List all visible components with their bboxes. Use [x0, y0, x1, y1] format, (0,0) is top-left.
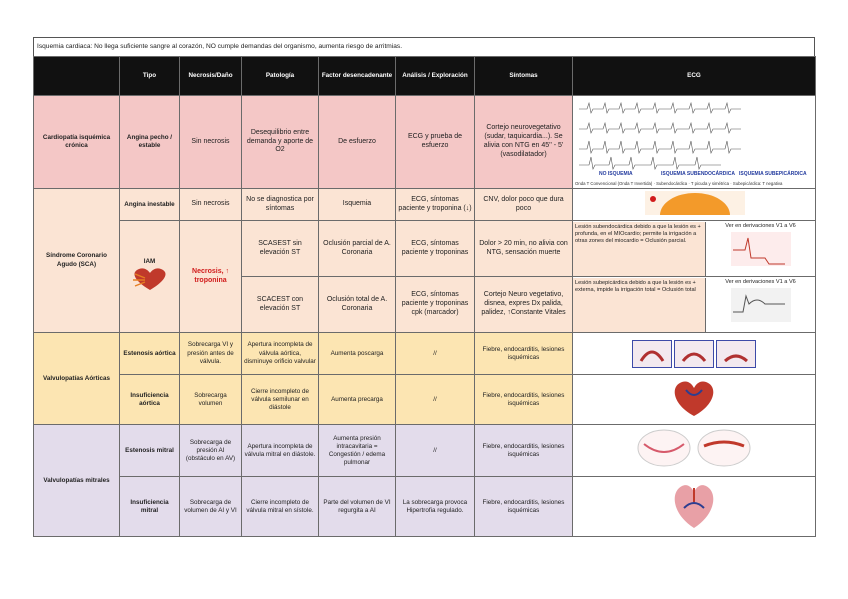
cell-sintomas: Fiebre, endocarditis, lesiones isquémicas	[475, 425, 573, 477]
cell-ecg	[573, 277, 816, 333]
header-sintomas: Síntomas	[475, 57, 573, 96]
cell-ecg	[573, 375, 816, 425]
cell-tipo: Insuficiencia mitral	[120, 477, 180, 537]
header-ecg: ECG	[573, 57, 816, 96]
ecg-note: Ver en derivaciones V1 a V6	[725, 222, 796, 229]
cell-analisis: //	[396, 333, 475, 375]
cell-sintomas: Cortejo Neuro vegetativo, disnea, expres Dx palida, palidez, ↑Constante Vitales	[475, 277, 573, 333]
detalle-subendocardica: Lesión subendocárdica debido a que la lesión es + profunda, en el MIOcardio; permite la irrigación a otras zones del miocardio = Oclusión parcial.	[573, 222, 706, 276]
table-row	[34, 425, 816, 477]
cell-analisis: ECG, síntomas paciente y troponinas	[396, 221, 475, 277]
table-row	[34, 375, 816, 425]
detalle-subepicardica: Lesión subepicárdica debido a que la lesión es + externa, impide la irrigación total = Oclusión total	[573, 278, 706, 332]
cell-patologia: No se diagnostica por síntomas	[242, 189, 319, 221]
ecg-label-subendocardica: ISQUEMIA SUBENDOCÁRDICA	[661, 171, 735, 177]
angina-sun-image	[575, 189, 814, 217]
valve-image	[674, 340, 714, 368]
cell-necrosis: Sobrecarga de volumen de AI y VI	[180, 477, 242, 537]
cell-analisis: ECG, síntomas paciente y troponinas cpk (marcador)	[396, 277, 475, 333]
isquemia-table	[33, 56, 816, 537]
cell-sintomas: Dolor > 20 min, no alivia con NTG, sensación muerte	[475, 221, 573, 277]
table-row	[34, 221, 816, 277]
cell-tipo: Angina inestable	[120, 189, 180, 221]
header-analisis: Análisis / Exploración	[396, 57, 475, 96]
table-row	[34, 477, 816, 537]
cell-factor: Isquemia	[319, 189, 396, 221]
group-cronica: Cardiopatía isquémica crónica	[34, 96, 120, 189]
cell-tipo: Insuficiencia aórtica	[120, 375, 180, 425]
cell-necrosis: Sobrecarga VI y presión antes de válvula.	[180, 333, 242, 375]
sheet-title: Isquemia cardiaca: No llega suficiente sangre al corazón, NO cumple demandas del organismo, aumenta riesgo de arritmias.	[33, 37, 815, 56]
cell-sintomas: Fiebre, endocarditis, lesiones isquémicas	[475, 477, 573, 537]
group-mitrales: Valvulopatías mitrales	[34, 425, 120, 537]
group-aorticas: Valvulopatías Aórticas	[34, 333, 120, 425]
ecg-iam-sin-st	[573, 222, 815, 276]
cell-ecg	[573, 477, 816, 537]
cell-ecg	[573, 189, 816, 221]
group-sca: Síndrome Coronario Agudo (SCA)	[34, 189, 120, 333]
cell-analisis: ECG, síntomas paciente y troponina (↓)	[396, 189, 475, 221]
header-patologia: Patología	[242, 57, 319, 96]
mitral-valve-images	[634, 426, 754, 472]
cell-ecg	[573, 333, 816, 375]
ecg-label-subepicardica: ISQUEMIA SUBEPICÁRDICA	[739, 171, 807, 177]
cell-patologia: Desequilibrio entre demanda y aporte de O2	[242, 96, 319, 189]
cell-analisis: //	[396, 425, 475, 477]
cell-patologia: Cierre incompleto de válvula semilunar en diástole	[242, 375, 319, 425]
cell-ecg	[573, 96, 816, 189]
cell-necrosis: Sin necrosis	[180, 96, 242, 189]
cell-ecg	[573, 221, 816, 277]
header-tipo: Tipo	[120, 57, 180, 96]
header-group	[34, 57, 120, 96]
header-factor: Factor desencadenante	[319, 57, 396, 96]
iam-heart-image	[129, 266, 171, 292]
cell-factor: Aumenta poscarga	[319, 333, 396, 375]
cell-analisis: La sobrecarga provoca Hipertrofia regulado.	[396, 477, 475, 537]
ecg-caption: Onda T Convencional (Onda T Invertida) · Subendocárdica · T picuda y simétrica · Subepicárdica: T negativa	[575, 180, 783, 186]
table-row	[34, 333, 816, 375]
cell-factor: De esfuerzo	[319, 96, 396, 189]
ecg-image	[573, 97, 815, 187]
ecg-note: Ver en derivaciones V1 a V6	[725, 278, 796, 285]
cell-necrosis: Sin necrosis	[180, 189, 242, 221]
cell-factor: Oclusión parcial de A. Coronaria	[319, 221, 396, 277]
cell-tipo-iam	[120, 221, 180, 333]
valve-image	[716, 340, 756, 368]
ecg-derivaciones-sin-st	[706, 222, 815, 276]
cell-necrosis: Sobrecarga volumen	[180, 375, 242, 425]
cell-sintomas: Fiebre, endocarditis, lesiones isquémicas	[475, 375, 573, 425]
cell-tipo: Angina pecho / estable	[120, 96, 180, 189]
ecg-derivaciones-con-st	[706, 278, 815, 332]
cell-analisis: ECG y prueba de esfuerzo	[396, 96, 475, 189]
ecg-iam-con-st	[573, 278, 815, 332]
cell-tipo: Estenosis mitral	[120, 425, 180, 477]
aortic-valve-images	[575, 340, 813, 368]
cell-ecg	[573, 425, 816, 477]
header-row	[34, 57, 816, 96]
st-depression-trace	[711, 230, 811, 268]
cell-necrosis: Sobrecarga de presión AI (obstáculo en AV)	[180, 425, 242, 477]
cell-sintomas: Fiebre, endocarditis, lesiones isquémicas	[475, 333, 573, 375]
cell-factor: Oclusión total de A. Coronaria	[319, 277, 396, 333]
iam-label: IAM	[143, 258, 156, 265]
cell-sintomas: CNV, dolor poco que dura poco	[475, 189, 573, 221]
valve-image	[632, 340, 672, 368]
table-row	[34, 189, 816, 221]
cell-patologia: Cierre incompleto de válvula mitral en sístole.	[242, 477, 319, 537]
st-elevation-trace	[711, 286, 811, 324]
mitral-regurgitation-image	[664, 478, 724, 532]
cell-factor: Aumenta presión intracavitaria = Congestión / edema pulmonar	[319, 425, 396, 477]
cell-sintomas: Cortejo neurovegetativo (sudar, taquicardia...). Se alivia con NTG en 45'' - 5' (vasodilatador)	[475, 96, 573, 189]
cell-patologia: Apertura incompleta de válvula aórtica, disminuye orificio valvular	[242, 333, 319, 375]
cell-tipo: Estenosis aórtica	[120, 333, 180, 375]
table-row	[34, 96, 816, 189]
header-necrosis: Necrosis/Daño	[180, 57, 242, 96]
cell-patologia: SCACEST con elevación ST	[242, 277, 319, 333]
cell-patologia: Apertura incompleta de válvula mitral en diástole.	[242, 425, 319, 477]
cell-necrosis-iam: Necrosis, ↑ troponina	[180, 221, 242, 333]
cell-patologia: SCASEST sin elevación ST	[242, 221, 319, 277]
ecg-label-no-isquemia: NO ISQUEMIA	[599, 171, 633, 177]
cell-analisis: //	[396, 375, 475, 425]
cell-factor: Parte del volumen de VI regurgita a AI	[319, 477, 396, 537]
isquemia-table-sheet	[33, 37, 815, 537]
aortic-regurgitation-image	[664, 376, 724, 420]
cell-factor: Aumenta precarga	[319, 375, 396, 425]
